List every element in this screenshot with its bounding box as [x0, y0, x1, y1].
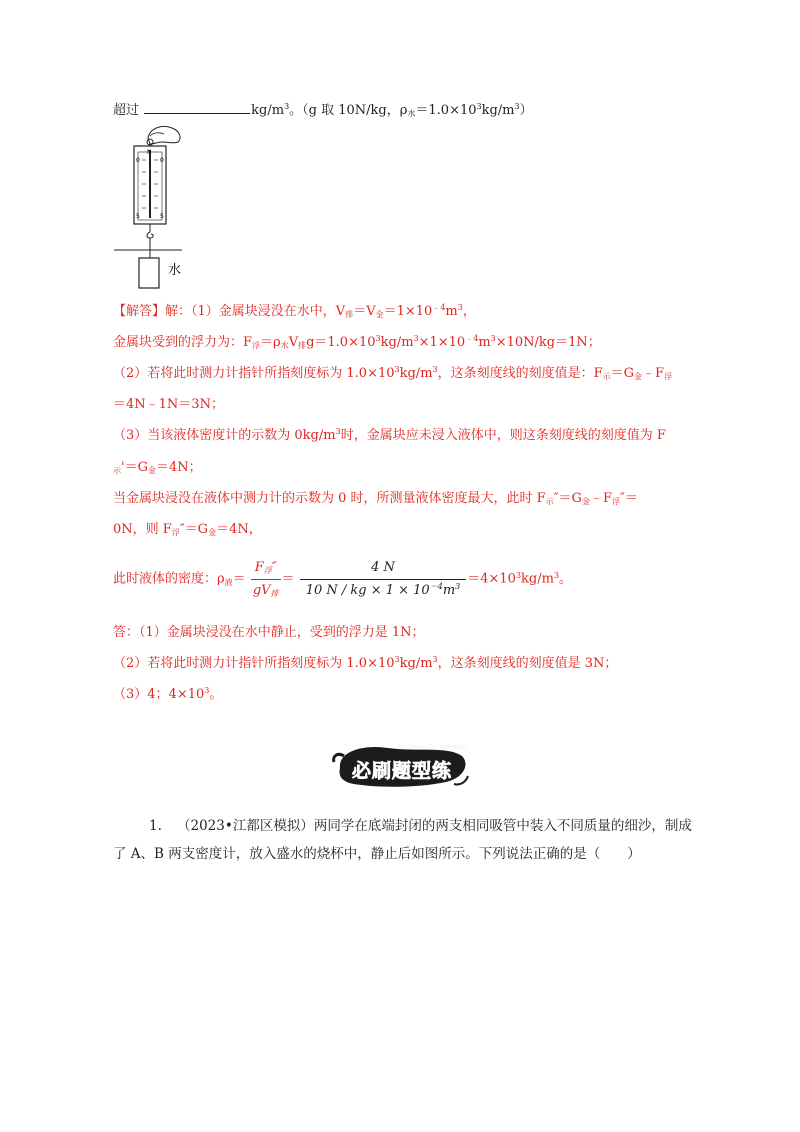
answer-text: 解：（1）金属块浸没在水中，V: [165, 304, 346, 319]
answer-text: ，: [462, 304, 476, 319]
answer-text: ″＝: [619, 491, 638, 506]
subscript: 金: [634, 372, 643, 381]
intro-prefix: 超过: [113, 103, 140, 118]
sup-3: 3: [553, 571, 560, 580]
sup-3: 3: [204, 686, 210, 695]
answer-text: ＝4N；: [155, 460, 202, 475]
spring-scale-figure: [110, 120, 210, 292]
answer-blank[interactable]: [144, 102, 250, 114]
fraction-1-denominator: [251, 579, 281, 601]
question-number: 1.: [149, 818, 162, 834]
sup-3: 3: [514, 102, 520, 111]
fraction-2-numerator: 4 N: [371, 560, 395, 575]
banner-title: 必刷题型练: [351, 760, 452, 782]
superscript: ﹣4: [465, 334, 479, 343]
answer-text: （3）当该液体密度计的示数为 0kg/m: [113, 428, 336, 443]
section-banner: [328, 738, 470, 794]
scale-label-top-left: 0: [136, 157, 140, 164]
banner-script-text: Be Strive To Complete: [398, 744, 467, 751]
subscript: 液: [224, 578, 233, 587]
answer-text: ﹣F: [642, 366, 665, 381]
subscript: 浮: [611, 497, 620, 506]
subscript: 示: [602, 372, 611, 381]
answer-text: ，这条刻度线的刻度值是：F: [437, 366, 603, 381]
answer-text: ，这条刻度线的刻度值是 3N；: [437, 656, 618, 671]
subscript: 金: [375, 310, 384, 319]
answer-text: ＝4×10: [467, 571, 516, 587]
intro-line: [113, 102, 533, 119]
fraction-1-numerator: [251, 558, 281, 579]
summary-line-3: [113, 687, 222, 703]
answer-text: 时，金属块应未浸入液体中，则这条刻度线的刻度值为 F: [340, 428, 666, 443]
answer-text: '＝G: [121, 460, 148, 475]
answer-text: 。: [559, 571, 573, 587]
summary-line-2: [113, 656, 617, 672]
subscript: 排: [345, 310, 354, 319]
answer-text: kg/m: [380, 335, 414, 350]
fraction-2: [300, 558, 467, 601]
scale-top-letter: N: [147, 149, 152, 156]
water-label: 水: [168, 263, 182, 278]
formula-text: m: [442, 583, 456, 598]
answer-line-7: [113, 491, 638, 507]
intro-eq: ＝1.0×10: [415, 103, 477, 118]
answer-text: ＝4N，: [216, 522, 262, 537]
sup-3: 3: [490, 334, 496, 343]
sup-3: 3: [515, 571, 522, 580]
formula-text: ″: [271, 560, 277, 575]
question-1: [113, 812, 703, 868]
fraction-2-denominator: [300, 579, 467, 601]
density-formula-line: [113, 558, 572, 601]
answer-text: m: [478, 335, 491, 350]
superscript: －4: [429, 582, 443, 591]
answer-text: V: [288, 335, 299, 350]
formula-text: gV: [252, 583, 271, 598]
subscript: 金: [581, 497, 590, 506]
answer-text: kg/m: [399, 366, 433, 381]
answer-line-3: [113, 366, 672, 382]
subscript: 排: [298, 341, 307, 350]
subscript: 金: [147, 466, 156, 475]
sup-3: 3: [394, 365, 400, 374]
intro-eq-unit: kg/m: [481, 103, 515, 118]
answer-text: ×10N/kg＝1N；: [495, 335, 601, 350]
intro-close: ）: [519, 103, 533, 118]
answer-text: ″＝G: [179, 522, 209, 537]
answer-text: m: [445, 304, 458, 319]
sup-3: 3: [476, 102, 482, 111]
answer-text: 0N，则 F: [113, 522, 172, 537]
sup-3: 3: [284, 102, 290, 111]
subscript: 示: [545, 497, 554, 506]
summary-line-1: [113, 625, 425, 641]
formula-text: F: [254, 560, 264, 575]
sup-3: 3: [394, 655, 400, 664]
sup-3: 3: [432, 365, 438, 374]
answer-text: ﹣F: [589, 491, 612, 506]
subscript: 水: [280, 341, 289, 350]
subscript: 金: [208, 528, 217, 537]
answer-line-2: [113, 335, 601, 351]
sup-3: 3: [413, 334, 419, 343]
answer-line-4: [113, 397, 224, 413]
answer-text: ＝4N﹣1N＝3N；: [113, 397, 224, 412]
water-sub: 水: [407, 109, 416, 118]
answer-text: g＝1.0×10: [306, 335, 376, 350]
answer-text: 答：（1）金属块浸没在水中静止，受到的浮力是 1N；: [113, 625, 425, 640]
answer-text: 。: [209, 687, 223, 702]
sup-3: 3: [455, 582, 461, 591]
answer-line-8: [113, 522, 262, 538]
sup-3: 3: [457, 303, 463, 312]
answer-text: （3）4；4×10: [113, 687, 205, 702]
subscript: 排: [270, 589, 279, 598]
answer-tag: 【解答】: [113, 304, 166, 319]
sup-3: 3: [432, 655, 438, 664]
answer-line-5: [113, 428, 666, 444]
answer-text: ＝V: [353, 304, 376, 319]
intro-unit: kg/m: [251, 103, 285, 118]
subscript: 浮: [664, 372, 673, 381]
scale-label-bottom-right: 5: [160, 213, 164, 220]
subscript: 示: [113, 466, 121, 475]
answer-text: ＝: [232, 571, 246, 587]
intro-suffix: 。（g 取 10N/kg，ρ: [289, 103, 408, 118]
answer-text: ″＝G: [553, 491, 582, 506]
formula-text: 10 N / kg × 1 × 10: [305, 583, 430, 598]
fraction-1: [251, 558, 281, 601]
sup-3: 3: [335, 427, 341, 436]
answer-text: 此时液体的密度：ρ: [113, 571, 225, 587]
answer-line-6: [113, 460, 202, 476]
answer-text: kg/m: [521, 571, 554, 587]
answer-text: 当金属块浸没在液体中测力计的示数为 0 时，所测量液体密度最大，此时 F: [113, 491, 546, 506]
subscript: 浮: [252, 341, 261, 350]
answer-line-1: [113, 304, 476, 320]
question-text: （2023•江都区模拟）两同学在底端封闭的两支相同吸管中装入不同质量的细沙，制成了 A、B 两支密度计，放入盛水的烧杯中，静止后如图所示。下列说法正确的是（ ）: [113, 818, 692, 862]
metal-block: [139, 258, 159, 288]
superscript: ﹣4: [432, 303, 446, 312]
scale-label-top-right: 0: [160, 157, 164, 164]
subscript: 浮: [263, 566, 272, 575]
answer-text: （2）若将此时测力计指针所指刻度标为 1.0×10: [113, 366, 395, 381]
answer-text: kg/m: [399, 656, 433, 671]
answer-text: （2）若将此时测力计指针所指刻度标为 1.0×10: [113, 656, 395, 671]
answer-text: ＝ρ: [260, 335, 281, 350]
answer-text: ×1×10: [418, 335, 466, 350]
sup-3: 3: [375, 334, 381, 343]
scale-label-bottom-left: 5: [136, 213, 140, 220]
answer-text: ＝1×10: [383, 304, 433, 319]
answer-text: 金属块受到的浮力为：F: [113, 335, 253, 350]
subscript: 浮: [171, 528, 180, 537]
answer-text: ＝G: [610, 366, 635, 381]
answer-text: ＝: [281, 571, 295, 587]
